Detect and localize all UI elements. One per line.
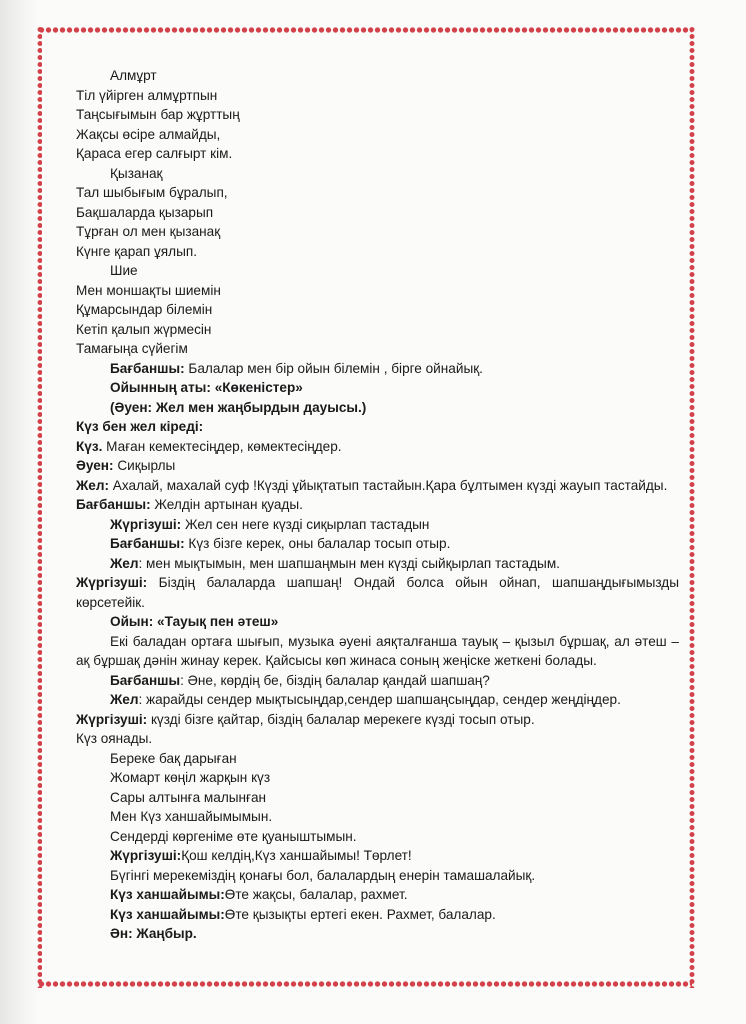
speaker-label: Жел: — [76, 477, 110, 493]
speaker-label: Жүргізуші: — [110, 848, 182, 863]
script-line — [76, 456, 679, 476]
script-paragraph — [76, 573, 679, 612]
poem-title: Қызанақ — [110, 165, 163, 181]
speaker-label: Жүргізуші: — [76, 711, 148, 727]
speaker-label: Жүргізуші: — [76, 575, 148, 590]
poem-line: Мен моншақты шиемін — [76, 282, 221, 298]
script-paragraph — [76, 476, 679, 496]
game-title — [76, 378, 679, 398]
script-line: Бүгінгі мерекеміздің қонағы бол, балалардың енерін тамашалайық. — [110, 867, 536, 883]
speaker-label: Жел — [110, 555, 139, 571]
speaker-label: Күз. — [76, 438, 103, 454]
script-line — [76, 671, 679, 691]
stage-direction — [76, 417, 679, 437]
dialogue-text: : жарайды сендер мықтысыңдар,сендер шапшаңсыңдар, сендер жеңдіңдер. — [138, 692, 621, 707]
speaker-label: Күз ханшайымы: — [110, 887, 225, 902]
scan-shadow — [0, 0, 40, 1024]
script-line — [76, 846, 679, 866]
script-paragraph — [76, 690, 679, 710]
game-title-text: Ойын: «Тауық пен әтеш» — [110, 614, 279, 629]
poem-title: Шие — [110, 263, 138, 278]
script-line — [76, 534, 679, 554]
poem-line: Күнге қарап ұялып. — [76, 243, 197, 259]
dialogue-text: Өте қызықты ертегі екен. Рахмет, балалар. — [224, 906, 496, 922]
song-title — [76, 924, 679, 944]
dialogue-text: : Әне, көрдің бе, біздің балалар қандай шапшаң? — [180, 672, 490, 688]
decorative-border-left — [36, 26, 42, 988]
speaker-label: Бағбаншы — [110, 672, 181, 688]
speaker-label: Күз ханшайымы: — [110, 906, 225, 922]
song-title-text: Ән: Жаңбыр. — [110, 926, 197, 941]
speaker-label: Жүргізуші: — [110, 516, 182, 532]
dialogue-text: Маған кемектесіңдер, көмектесіңдер. — [102, 438, 342, 454]
script-line — [76, 554, 679, 574]
script-line — [76, 905, 679, 925]
script-line — [76, 885, 679, 905]
stage-direction: Күз оянады. — [76, 731, 153, 746]
speaker-label: Жел — [110, 692, 139, 707]
dialogue-text: : мен мықтымын, мен шапшаңмын мен күзді сыйқырлап тастадым. — [138, 555, 560, 571]
stage-direction — [76, 398, 679, 418]
poem-line: Тіл үйірген алмұртпын — [76, 87, 218, 103]
poem-line: Тамағыңа сүйегім — [76, 341, 188, 356]
poem-line: Жомарт көңіл жарқын күз — [110, 770, 271, 785]
poem-line: Бақшаларда қызарып — [76, 204, 214, 220]
script-line — [76, 495, 679, 515]
dialogue-text: Күз бізге керек, оны балалар тосып отыр. — [184, 536, 451, 551]
poem-line: Береке бақ дарыған — [110, 750, 237, 766]
dialogue-text: Ахалай, махалай суф !Күзді ұйықтатып тастайын.Қара бұлтымен күзді жауып тастайды. — [109, 477, 668, 493]
poem-line: Кетіп қалып жүрмесін — [76, 321, 212, 337]
dialogue-text: Жел сен неге күзді сиқырлап тастадын — [181, 516, 430, 532]
dialogue-text: Балалар мен бір ойын білемін , бірге ойнайық. — [184, 360, 483, 376]
dialogue-text: Өте жақсы, балалар, рахмет. — [224, 887, 408, 902]
script-line — [76, 437, 679, 457]
game-title-text: Ойынның аты: «Көкеністер» — [110, 380, 303, 395]
speaker-label: Бағбаншы: — [110, 536, 185, 551]
dialogue-text: Сиқырлы — [113, 458, 176, 473]
poem-title: Алмұрт — [110, 68, 157, 83]
stage-direction-text: Күз бен жел кіреді: — [76, 419, 204, 434]
stage-direction-text: (Әуен: Жел мен жаңбырдын дауысы.) — [110, 399, 367, 415]
dialogue-text: Қош келдің,Күз ханшайымы! Төрлет! — [181, 848, 412, 863]
decorative-border-bottom — [38, 980, 692, 988]
dialogue-text: күзді бізге қайтар, біздің балалар мерекеге күзді тосып отыр. — [147, 711, 535, 727]
poem-line: Тұрған ол мен қызанақ — [76, 224, 221, 239]
poem-line: Қараса егер салғырт кім. — [76, 146, 233, 161]
poem-line: Құмарсындар білемін — [76, 302, 213, 317]
dialogue-text: Біздің балаларда шапшаң! Ондай болса ойын ойнап, шапшаңдығымызды көрсетейік. — [76, 575, 679, 610]
poem-line: Сендерді көргеніме өте қуаныштымын. — [110, 828, 357, 844]
script-line — [76, 359, 679, 379]
decorative-border-right — [688, 26, 696, 988]
script-line — [76, 515, 679, 535]
document-text — [76, 66, 679, 944]
game-title — [76, 612, 679, 632]
poem-line: Тал шыбығым бұралып, — [76, 185, 228, 200]
poem-line: Сары алтынға малынған — [110, 789, 267, 805]
game-rules: Екі баладан ортаға шығып, музыка әуені аяқталғанша тауық – қызыл бұршақ, ал әтеш –ақ бұршақ дәнін жинау керек. Қайсысы көп жинаса соның жеңіске жеткені болады. — [76, 633, 679, 668]
speaker-label: Бағбаншы: — [76, 497, 151, 512]
poem-line: Жақсы өсіре алмайды, — [76, 126, 221, 142]
speaker-label: Бағбаншы: — [110, 360, 185, 376]
poem-line: Таңсығымын бар жұрттың — [76, 107, 240, 122]
decorative-border-top — [38, 26, 692, 34]
poem-line: Мен Күз ханшайымымын. — [110, 809, 273, 824]
speaker-label: Әуен: — [76, 458, 114, 473]
dialogue-text: Желдін артынан қуады. — [150, 497, 303, 512]
script-line — [76, 710, 679, 730]
